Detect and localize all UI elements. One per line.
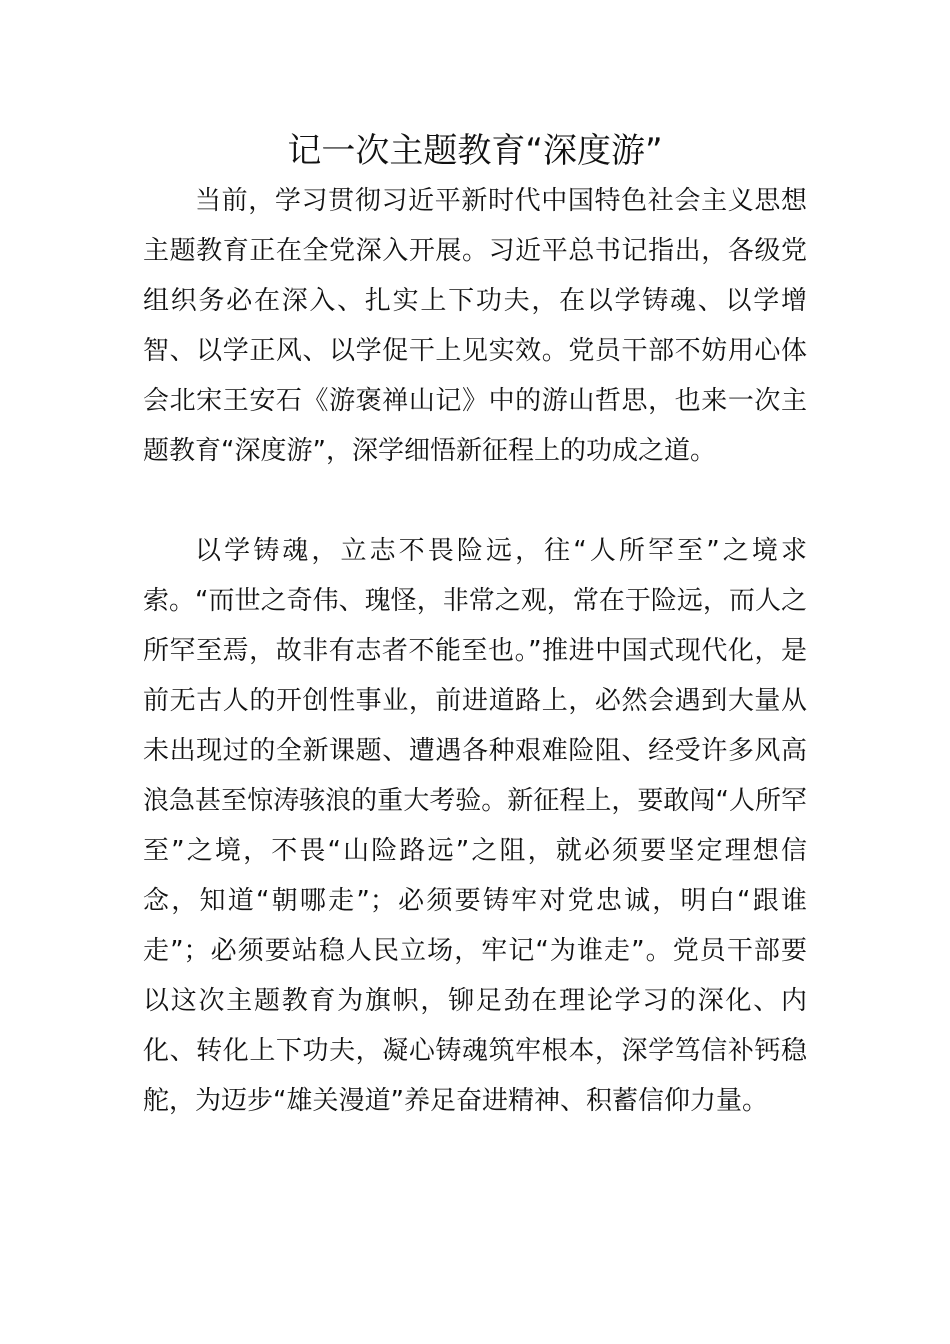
paragraph-intro: 当前，学习贯彻习近平新时代中国特色社会主义思想主题教育正在全党深入开展。习近平总书记指出，各级党组织务必在深入、扎实上下功夫，在以学铸魂、以学增智、以学正风、以学促干上见实效。党员干部不妨用心体会北宋王安石《游褒禅山记》中的游山哲思，也来一次主题教育“深度游”，深学细悟新征程上的功成之道。 xyxy=(143,186,807,466)
paragraph-soul: 以学铸魂，立志不畏险远，往“人所罕至”之境求索。“而世之奇伟、瑰怪，非常之观，常在于险远，而人之所罕至焉，故非有志者不能至也。”推进中国式现代化，是前无古人的开创性事业，前进道路上，必然会遇到大量从未出现过的全新课题、遭遇各种艰难险阻、经受许多风高浪急甚至惊涛骇浪的重大考验。新征程上，要敢闯“人所罕至”之境，不畏“山险路远”之阻，就必须要坚定理想信念，知道“朝哪走”；必须要铸牢对党忠诚，明白“跟谁走”；必须要站稳人民立场，牢记“为谁走”。党员干部要以这次主题教育为旗帜，铆足劲在理论学习的深化、内化、转化上下功夫，凝心铸魂筑牢根本，深学笃信补钙稳舵，为迈步“雄关漫道”养足奋进精神、积蓄信仰力量。 xyxy=(143,536,807,1116)
document-title: 记一次主题教育“深度游” xyxy=(287,131,663,171)
